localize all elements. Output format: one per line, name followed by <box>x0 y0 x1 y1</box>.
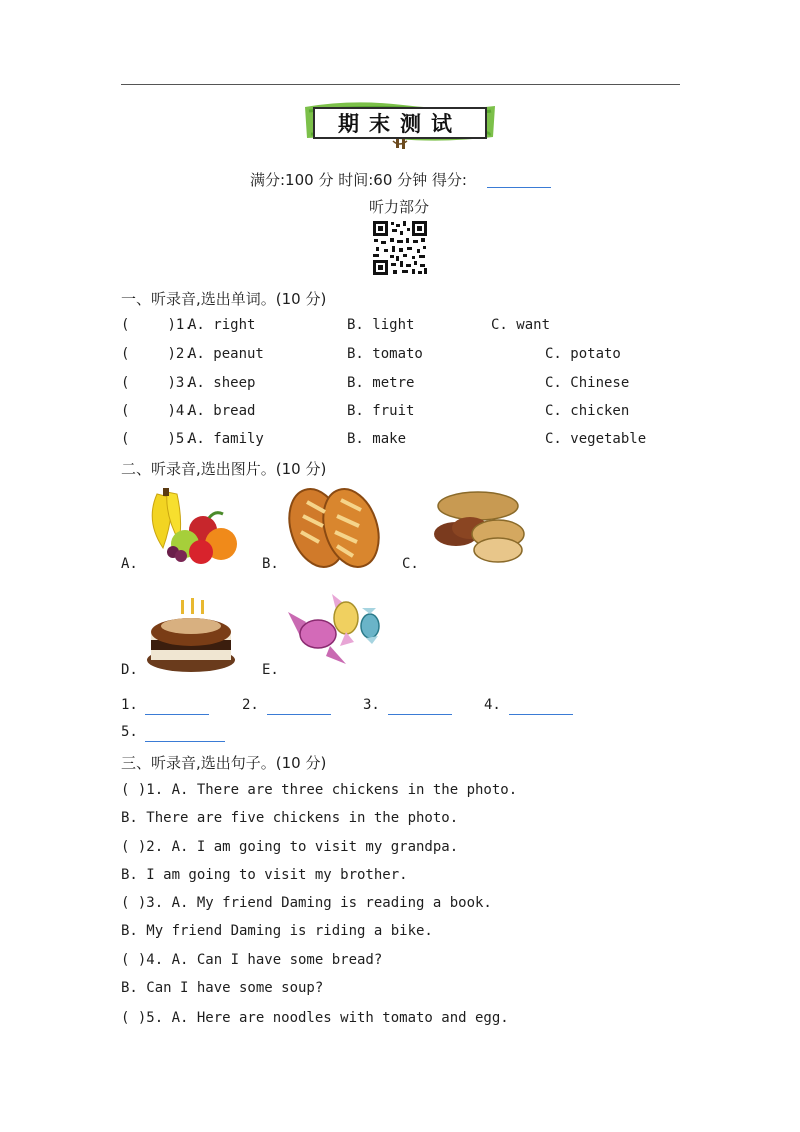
title-banner <box>303 101 497 149</box>
score-info: 满分:100 分 时间:60 分钟 得分: <box>250 171 467 189</box>
option-a: A. sheep <box>188 375 256 391</box>
picture-label-d: D. <box>121 662 138 678</box>
option-c: C. vegetable <box>545 431 647 447</box>
option-c: C. want <box>491 317 551 333</box>
sentence-line: B. Can I have some soup? <box>121 980 324 996</box>
question-row: ( )2. <box>121 346 193 362</box>
answer-blank[interactable] <box>145 714 209 715</box>
picture-label-a: A. <box>121 556 138 572</box>
option-c: C. Chinese <box>545 375 630 391</box>
sentence-line: B. My friend Daming is riding a bike. <box>121 923 433 939</box>
section2-heading: 二、听录音,选出图片。(10 分) <box>121 460 327 478</box>
answer-number: 3. <box>363 697 380 713</box>
top-rule <box>121 84 680 85</box>
option-a: A. peanut <box>188 346 264 362</box>
question-row: ( )1. <box>121 317 193 333</box>
question-row: ( )5. <box>121 431 193 447</box>
option-b: B. tomato <box>347 346 423 362</box>
option-a: A. right <box>188 317 256 333</box>
picture-label-c: C. <box>402 556 419 572</box>
bread-icon <box>285 486 385 570</box>
sentence-line: ( )5. A. Here are noodles with tomato and egg. <box>121 1010 509 1026</box>
listening-section-label: 听力部分 <box>369 198 430 216</box>
option-c: C. chicken <box>545 403 630 419</box>
answer-number: 1. <box>121 697 138 713</box>
cake-icon <box>145 596 237 674</box>
qr-code-icon <box>372 220 428 276</box>
sentence-line: B. I am going to visit my brother. <box>121 867 408 883</box>
option-a: A. family <box>188 431 264 447</box>
page-title: 期末测试 <box>338 112 462 136</box>
question-row: ( )4. <box>121 403 193 419</box>
sentence-line: ( )2. A. I am going to visit my grandpa. <box>121 839 459 855</box>
option-b: B. light <box>347 317 415 333</box>
answer-blank[interactable] <box>388 714 452 715</box>
fruit-icon <box>143 486 239 566</box>
section1-heading: 一、听录音,选出单词。(10 分) <box>121 290 327 308</box>
answer-blank[interactable] <box>145 741 225 742</box>
sentence-line: ( )3. A. My friend Daming is reading a book. <box>121 895 492 911</box>
score-blank[interactable] <box>487 187 551 188</box>
answer-number: 4. <box>484 697 501 713</box>
candy-icon <box>286 590 386 672</box>
option-b: B. metre <box>347 375 415 391</box>
peanuts-icon <box>428 488 528 568</box>
question-row: ( )3. <box>121 375 193 391</box>
answer-blank[interactable] <box>267 714 331 715</box>
sentence-line: ( )1. A. There are three chickens in the photo. <box>121 782 518 798</box>
option-b: B. make <box>347 431 407 447</box>
option-a: A. bread <box>188 403 256 419</box>
sentence-line: B. There are five chickens in the photo. <box>121 810 459 826</box>
picture-label-b: B. <box>262 556 279 572</box>
answer-number: 5. <box>121 724 138 740</box>
sentence-line: ( )4. A. Can I have some bread? <box>121 952 383 968</box>
picture-label-e: E. <box>262 662 279 678</box>
section3-heading: 三、听录音,选出句子。(10 分) <box>121 754 327 772</box>
option-b: B. fruit <box>347 403 415 419</box>
answer-number: 2. <box>242 697 259 713</box>
answer-blank[interactable] <box>509 714 573 715</box>
option-c: C. potato <box>545 346 621 362</box>
